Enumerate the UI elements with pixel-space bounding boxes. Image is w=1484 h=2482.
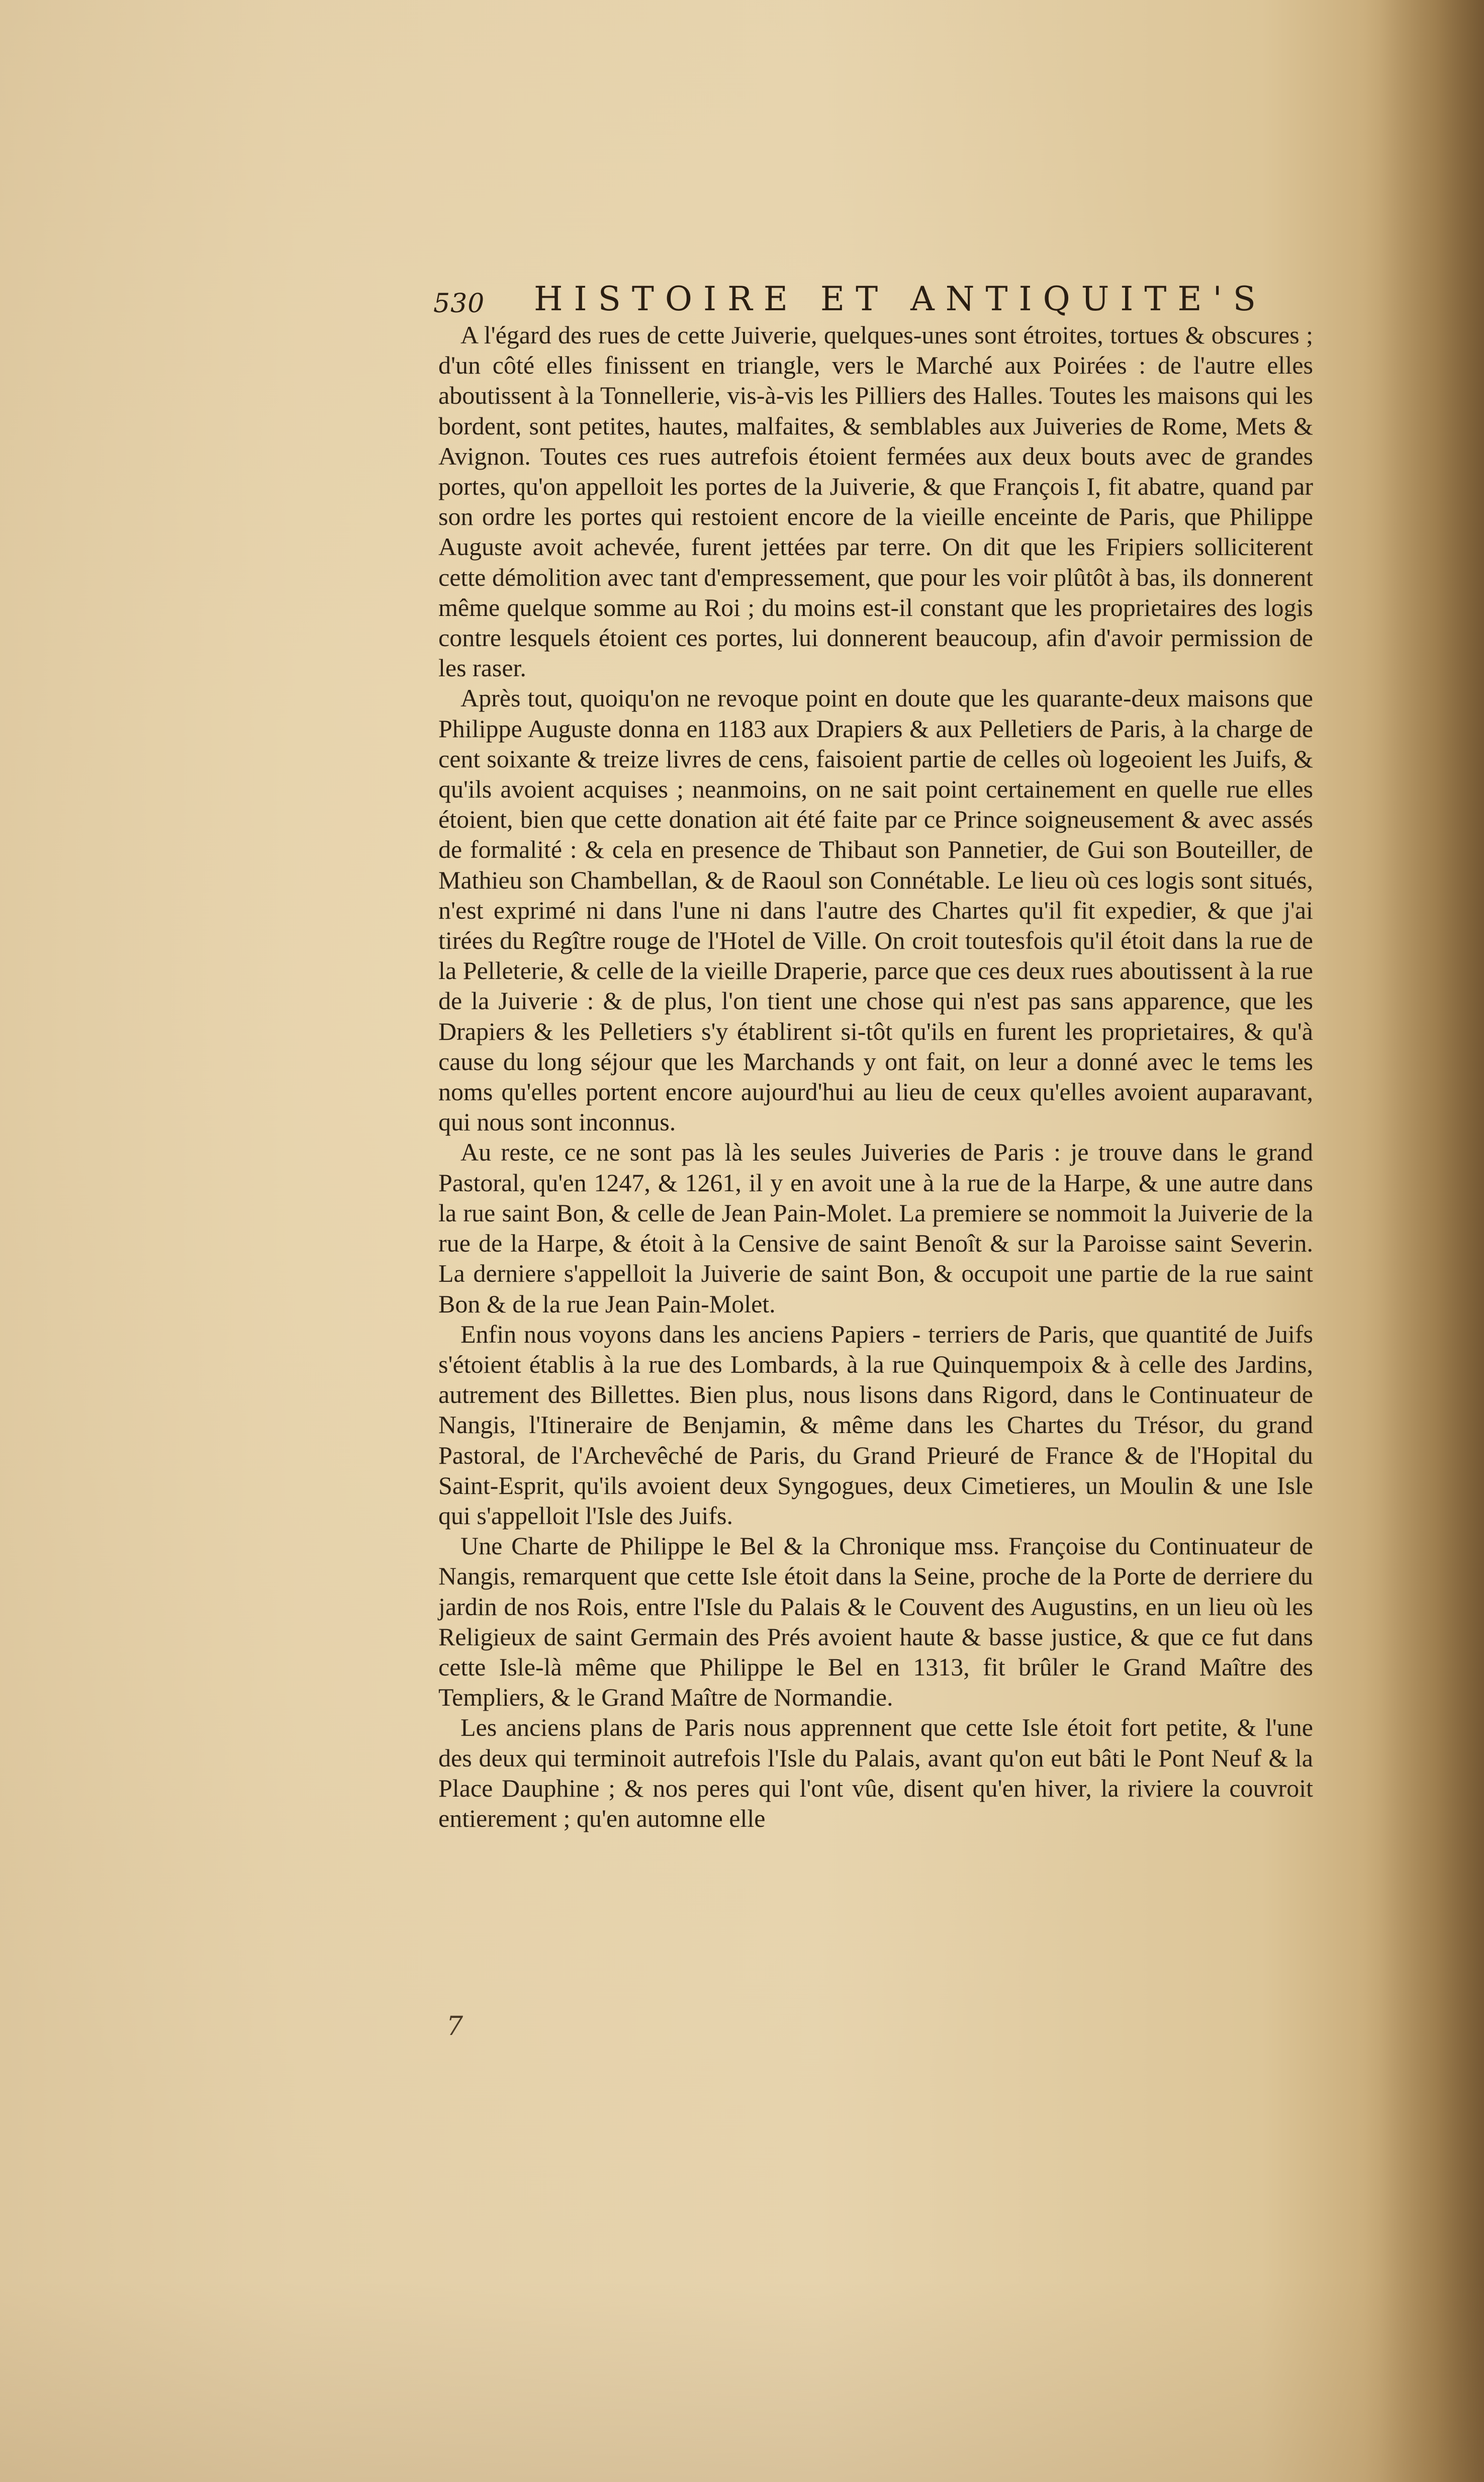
paragraph-2: Après tout, quoiqu'on ne revoque point en doute que les quarante-deux maisons que Philippe Auguste donna en 1183 aux Drapiers & aux Pelletiers de Paris, à la charge de cent soixante & treize livres de cens, faisoient partie de celles où logeoient les Juifs, & qu'ils avoient acquises ; neanmoins, on ne sait point certainement en quelle rue elles étoient, bien que cette donation ait été faite par ce Prince soigneusement & avec assés de formalité : & cela en presence de Thibaut son Pannetier, de Gui son Bouteiller, de Mathieu son Chambellan, & de Raoul son Connétable. Le lieu où ces logis sont situés, n'est exprimé ni dans l'une ni dans l'autre des Chartes qu'il fit expedier, & que j'ai tirées du Regître rouge de l'Hotel de Ville. On croit toutesfois qu'il étoit dans la rue de la Pelleterie, & celle de la vieille Draperie, parce que ces deux rues aboutissent à la rue de la Juiverie : & de plus, l'on tient une chose qui n'est pas sans apparence, que les Drapiers & les Pelletiers s'y établirent si-tôt qu'ils en furent les proprietaires, & qu'à cause du long séjour que les Marchands y ont fait, on leur a donné avec le tems les noms qu'elles portent encore aujourd'hui au lieu de ceux qu'elles avoient auparavant, qui nous sont inconnus. [438, 684, 1313, 1136]
paragraph-6: Les anciens plans de Paris nous apprennent que cette Isle étoit fort petite, & l'une des deux qui terminoit autrefois l'Isle du Palais, avant qu'on eut bâti le Pont Neuf & la Place Dauphine ; & nos peres qui l'ont vûe, disent qu'en hiver, la riviere la couvroit entierement ; qu'en automne elle [438, 1713, 1313, 1832]
body-text [438, 320, 1313, 1833]
page-edge-shadow [1363, 0, 1484, 2482]
paragraph-3: Au reste, ce ne sont pas là les seules Juiveries de Paris : je trouve dans le grand Pastoral, qu'en 1247, & 1261, il y en avoit une à la rue de la Harpe, & une autre dans la rue saint Bon, & celle de Jean Pain-Molet. La premiere se nommoit la Juiverie de la rue de la Harpe, & étoit à la Censive de saint Benoît & sur la Paroisse saint Severin. La derniere s'appelloit la Juiverie de saint Bon, & occupoit une partie de la rue saint Bon & de la rue Jean Pain-Molet. [438, 1138, 1313, 1318]
paragraph-1: A l'égard des rues de cette Juiverie, quelques-unes sont étroites, tortues & obscures ; d'un côté elles finissent en triangle, vers le Marché aux Poirées : de l'autre elles aboutissent à la Tonnellerie, vis-à-vis les Pilliers des Halles. Toutes les maisons qui les bordent, sont petites, hautes, malfaites, & semblables aux Juiveries de Rome, Mets & Avignon. Toutes ces rues autrefois étoient fermées aux deux bouts avec de grandes portes, qu'on appelloit les portes de la Juiverie, & que François I, fit abatre, quand par son ordre les portes qui restoient encore de la vieille enceinte de Paris, que Philippe Auguste avoit achevée, furent jettées par terre. On dit que les Fripiers solliciterent cette démolition avec tant d'empressement, que pour les voir plûtôt à bas, ils donnerent même quelque somme au Roi ; du moins est-il constant que les proprietaires des logis contre lesquels étoient ces portes, lui donnerent beaucoup, afin d'avoir permission de les raser. [438, 321, 1313, 682]
paragraph-4: Enfin nous voyons dans les anciens Papiers - terriers de Paris, que quantité de Juifs s'étoient établis à la rue des Lombards, à la rue Quinquempoix & à celle des Jardins, autrement des Billettes. Bien plus, nous lisons dans Rigord, dans le Continuateur de Nangis, l'Itineraire de Benjamin, & même dans les Chartes du Trésor, du grand Pastoral, de l'Archevêché de Paris, du Grand Prieuré de France & de l'Hopital du Saint-Esprit, qu'ils avoient deux Syngogues, deux Cimetieres, un Moulin & une Isle qui s'appelloit l'Isle des Juifs. [438, 1319, 1313, 1530]
page-bottom-shadow [0, 2281, 1484, 2482]
signature-mark: 7 [446, 2011, 463, 2042]
paragraph-5: Une Charte de Philippe le Bel & la Chronique mss. Françoise du Continuateur de Nangis, remarquent que cette Isle étoit dans la Seine, proche de la Porte de derriere du jardin de nos Rois, entre l'Isle du Palais & le Couvent des Augustins, en un lieu où les Religieux de saint Germain des Prés avoient haute & basse justice, & que ce fut dans cette Isle-là même que Philippe le Bel en 1313, fit brûler le Grand Maître des Templiers, & le Grand Maître de Normandie. [438, 1532, 1313, 1712]
page-number: 530 [433, 289, 485, 319]
page-header [433, 280, 1328, 325]
running-title: HISTOIRE ET ANTIQUITE'S [534, 280, 1267, 318]
